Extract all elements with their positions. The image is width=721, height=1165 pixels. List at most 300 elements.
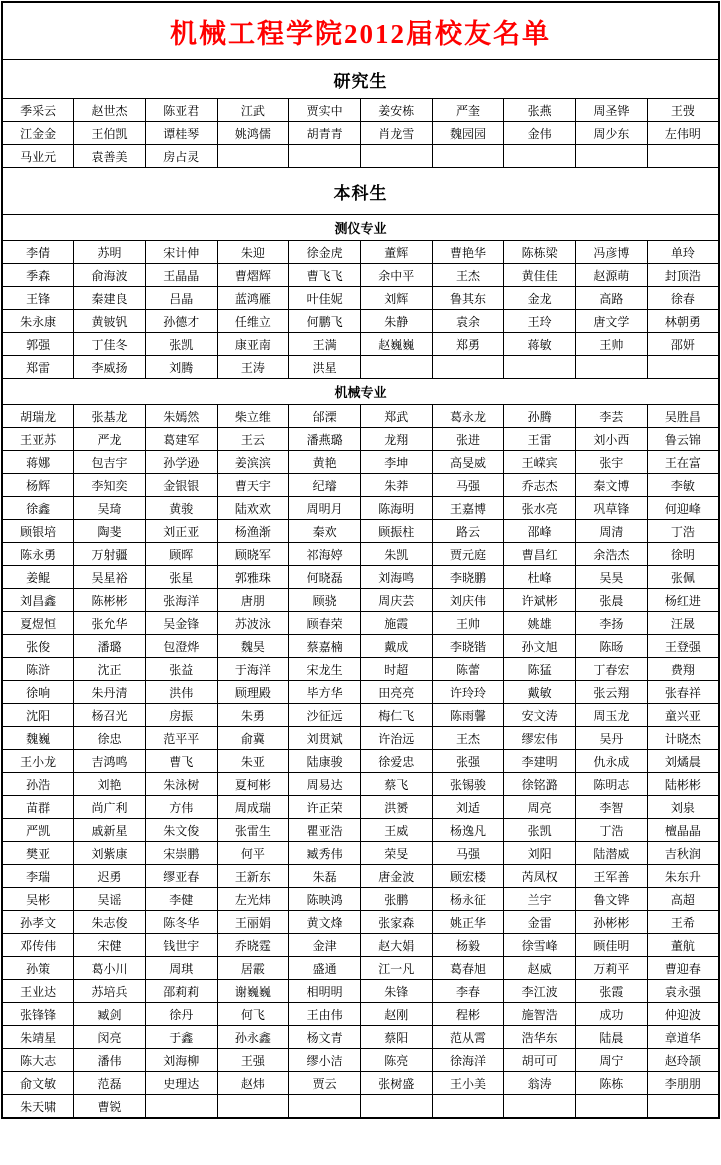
name-cell: 王晶晶 [145, 264, 217, 287]
name-cell: 费翔 [647, 658, 719, 681]
name-cell: 沙征远 [289, 704, 361, 727]
name-cell: 朱静 [360, 310, 432, 333]
name-cell: 张佩 [647, 566, 719, 589]
name-cell: 李敏 [647, 474, 719, 497]
name-cell: 赵巍巍 [360, 333, 432, 356]
name-cell: 袁善美 [74, 145, 146, 168]
name-cell: 孙学逊 [145, 451, 217, 474]
name-cell: 赵刚 [360, 1003, 432, 1026]
name-cell: 李芸 [576, 405, 648, 428]
empty-cell [289, 1095, 361, 1119]
name-cell: 胡青青 [289, 122, 361, 145]
name-cell: 袁永强 [647, 980, 719, 1003]
name-cell: 金津 [289, 934, 361, 957]
empty-cell [576, 145, 648, 168]
name-cell: 左伟明 [647, 122, 719, 145]
name-cell: 邵峰 [504, 520, 576, 543]
name-cell: 陈猛 [504, 658, 576, 681]
section-header: 测仪专业 [2, 215, 719, 241]
name-cell: 张雷生 [217, 819, 289, 842]
name-cell: 陈彬彬 [74, 589, 146, 612]
name-cell: 杨永征 [432, 888, 504, 911]
name-cell: 陈永勇 [2, 543, 74, 566]
name-cell: 陈映鸿 [289, 888, 361, 911]
name-cell: 王登强 [647, 635, 719, 658]
name-cell: 唐金波 [360, 865, 432, 888]
name-cell: 王军善 [576, 865, 648, 888]
name-cell: 吴胜昌 [647, 405, 719, 428]
name-cell: 秦欢 [289, 520, 361, 543]
name-cell: 姚鸿儒 [217, 122, 289, 145]
name-cell: 王满 [289, 333, 361, 356]
name-cell: 范从霄 [432, 1026, 504, 1049]
name-cell: 陈亚君 [145, 99, 217, 122]
name-cell: 孙德才 [145, 310, 217, 333]
name-cell: 朱迎 [217, 241, 289, 264]
name-cell: 王小龙 [2, 750, 74, 773]
name-cell: 郑雷 [2, 356, 74, 379]
name-cell: 马强 [432, 474, 504, 497]
name-cell: 张鹏 [360, 888, 432, 911]
table-row [2, 865, 719, 888]
name-cell: 丁浩 [576, 819, 648, 842]
name-cell: 单玲 [647, 241, 719, 264]
name-cell: 包吉宇 [74, 451, 146, 474]
table-row [2, 99, 719, 122]
name-cell: 郭强 [2, 333, 74, 356]
name-cell: 潘伟 [74, 1049, 146, 1072]
name-cell: 李朋朋 [647, 1072, 719, 1095]
name-cell: 徐忠 [74, 727, 146, 750]
name-cell: 盛通 [289, 957, 361, 980]
name-cell: 冯彦博 [576, 241, 648, 264]
name-cell: 李春 [432, 980, 504, 1003]
name-cell: 李健 [145, 888, 217, 911]
name-cell: 陈雨馨 [432, 704, 504, 727]
alumni-table [1, 1, 720, 1119]
name-cell: 徐爱忠 [360, 750, 432, 773]
name-cell: 张晨 [576, 589, 648, 612]
empty-cell [145, 1095, 217, 1119]
name-cell: 葛永龙 [432, 405, 504, 428]
name-cell: 金银银 [145, 474, 217, 497]
name-cell: 王业达 [2, 980, 74, 1003]
table-row [2, 681, 719, 704]
name-cell: 顾晓军 [217, 543, 289, 566]
name-cell: 夏柯彬 [217, 773, 289, 796]
name-cell: 朱天啸 [2, 1095, 74, 1119]
name-cell: 谢巍巍 [217, 980, 289, 1003]
empty-cell [647, 356, 719, 379]
name-cell: 宋健 [74, 934, 146, 957]
name-cell: 葛建军 [145, 428, 217, 451]
name-cell: 徐鑫 [2, 497, 74, 520]
name-cell: 鲁文铧 [576, 888, 648, 911]
empty-cell [504, 356, 576, 379]
name-cell: 曹飞 [145, 750, 217, 773]
empty-cell [647, 145, 719, 168]
name-cell: 丁浩 [647, 520, 719, 543]
name-cell: 周明月 [289, 497, 361, 520]
name-cell: 徐春 [647, 287, 719, 310]
name-cell: 朱凯 [360, 543, 432, 566]
table-row [2, 333, 719, 356]
name-cell: 王小美 [432, 1072, 504, 1095]
name-cell: 苏波泳 [217, 612, 289, 635]
name-cell: 周少东 [576, 122, 648, 145]
table-row [2, 264, 719, 287]
table-row [2, 356, 719, 379]
name-cell: 王在富 [647, 451, 719, 474]
name-cell: 曹艳华 [432, 241, 504, 264]
name-cell: 臧秀伟 [289, 842, 361, 865]
name-cell: 赵威 [504, 957, 576, 980]
name-cell: 浩华东 [504, 1026, 576, 1049]
name-cell: 陈大志 [2, 1049, 74, 1072]
name-cell: 仲迎波 [647, 1003, 719, 1026]
name-cell: 张凯 [145, 333, 217, 356]
name-cell: 田亮亮 [360, 681, 432, 704]
name-cell: 丁春宏 [576, 658, 648, 681]
name-cell: 徐金虎 [289, 241, 361, 264]
table-row [2, 1049, 719, 1072]
name-cell: 俞海波 [74, 264, 146, 287]
table-row [2, 1003, 719, 1026]
name-cell: 李建明 [504, 750, 576, 773]
name-cell: 刘辉 [360, 287, 432, 310]
name-cell: 王涛 [217, 356, 289, 379]
table-row [2, 750, 719, 773]
name-cell: 巩草锋 [576, 497, 648, 520]
name-cell: 唐朋 [217, 589, 289, 612]
name-cell: 江武 [217, 99, 289, 122]
name-cell: 范平平 [145, 727, 217, 750]
name-cell: 唐文学 [576, 310, 648, 333]
name-cell: 李扬 [576, 612, 648, 635]
name-cell: 杨红进 [647, 589, 719, 612]
name-cell: 张水亮 [504, 497, 576, 520]
name-cell: 严龙 [74, 428, 146, 451]
name-cell: 王帅 [432, 612, 504, 635]
name-cell: 潘燕璐 [289, 428, 361, 451]
name-cell: 王嵘宾 [504, 451, 576, 474]
table-row [2, 773, 719, 796]
name-cell: 吴金锋 [145, 612, 217, 635]
name-cell: 魏昊 [217, 635, 289, 658]
name-cell: 邓传伟 [2, 934, 74, 957]
name-cell: 徐明 [647, 543, 719, 566]
name-cell: 董辉 [360, 241, 432, 264]
name-cell: 乔志杰 [504, 474, 576, 497]
name-cell: 赵源萌 [576, 264, 648, 287]
table-row [2, 287, 719, 310]
name-cell: 黄铍钒 [74, 310, 146, 333]
name-cell: 金雷 [504, 911, 576, 934]
name-cell: 陆康骏 [289, 750, 361, 773]
name-cell: 蔡嘉楠 [289, 635, 361, 658]
name-cell: 张海洋 [145, 589, 217, 612]
name-cell: 陈栋 [576, 1072, 648, 1095]
name-cell: 姜滨滨 [217, 451, 289, 474]
name-cell: 刘海柳 [145, 1049, 217, 1072]
table-row [2, 819, 719, 842]
name-cell: 仇永成 [576, 750, 648, 773]
name-cell: 包澄烨 [145, 635, 217, 658]
name-cell: 朱锋 [360, 980, 432, 1003]
name-cell: 戴成 [360, 635, 432, 658]
name-cell: 孙永鑫 [217, 1026, 289, 1049]
name-cell: 徐雪峰 [504, 934, 576, 957]
name-cell: 于海洋 [217, 658, 289, 681]
name-cell: 金龙 [504, 287, 576, 310]
name-cell: 顾晖 [145, 543, 217, 566]
name-cell: 蔡阳 [360, 1026, 432, 1049]
name-cell: 余浩杰 [576, 543, 648, 566]
page-title: 机械工程学院2012届校友名单 [2, 2, 719, 60]
name-cell: 宋计伸 [145, 241, 217, 264]
table-row [2, 635, 719, 658]
section-header: 本科生 [2, 168, 719, 215]
name-cell: 吴星裕 [74, 566, 146, 589]
name-cell: 俞冀 [217, 727, 289, 750]
name-cell: 曹熠辉 [217, 264, 289, 287]
name-cell: 秦建良 [74, 287, 146, 310]
name-cell: 杨逸凡 [432, 819, 504, 842]
section-header-row [2, 60, 719, 99]
name-cell: 黄佳佳 [504, 264, 576, 287]
name-cell: 顾宏楼 [432, 865, 504, 888]
name-cell: 李倩 [2, 241, 74, 264]
name-cell: 张星 [145, 566, 217, 589]
name-cell: 王希 [647, 911, 719, 934]
name-cell: 肖龙雪 [360, 122, 432, 145]
name-cell: 李威扬 [74, 356, 146, 379]
name-cell: 张基龙 [74, 405, 146, 428]
name-cell: 刘海鸣 [360, 566, 432, 589]
name-cell: 黄骏 [145, 497, 217, 520]
name-cell: 江金金 [2, 122, 74, 145]
name-cell: 鲁云锦 [647, 428, 719, 451]
table-row [2, 451, 719, 474]
name-cell: 钱世宇 [145, 934, 217, 957]
name-cell: 康亚南 [217, 333, 289, 356]
title-row [2, 2, 719, 60]
name-cell: 兰宇 [504, 888, 576, 911]
name-cell: 朱文俊 [145, 819, 217, 842]
name-cell: 王雷 [504, 428, 576, 451]
name-cell: 吴丹 [576, 727, 648, 750]
name-cell: 王丽娟 [217, 911, 289, 934]
name-cell: 王强 [217, 1049, 289, 1072]
name-cell: 陈亮 [360, 1049, 432, 1072]
name-cell: 梅仁飞 [360, 704, 432, 727]
name-cell: 孙彬彬 [576, 911, 648, 934]
table-row [2, 1072, 719, 1095]
name-cell: 洪伟 [145, 681, 217, 704]
name-cell: 李智 [576, 796, 648, 819]
name-cell: 葛春旭 [432, 957, 504, 980]
name-cell: 王杰 [432, 264, 504, 287]
name-cell: 周清 [576, 520, 648, 543]
table-row [2, 520, 719, 543]
name-cell: 江一凡 [360, 957, 432, 980]
name-cell: 曹天宇 [217, 474, 289, 497]
name-cell: 陈蕾 [432, 658, 504, 681]
name-cell: 章道华 [647, 1026, 719, 1049]
empty-cell [432, 145, 504, 168]
name-cell: 刘紫康 [74, 842, 146, 865]
name-cell: 赵大娟 [360, 934, 432, 957]
name-cell: 尚广利 [74, 796, 146, 819]
table-row [2, 566, 719, 589]
table-row [2, 122, 719, 145]
name-cell: 王威 [360, 819, 432, 842]
empty-cell [432, 356, 504, 379]
name-cell: 刘正亚 [145, 520, 217, 543]
table-row [2, 980, 719, 1003]
name-cell: 周玉龙 [576, 704, 648, 727]
name-cell: 王新东 [217, 865, 289, 888]
name-cell: 陆彬彬 [647, 773, 719, 796]
name-cell: 张锡骏 [432, 773, 504, 796]
name-cell: 缪亚春 [145, 865, 217, 888]
name-cell: 蒋敏 [504, 333, 576, 356]
name-cell: 乔晓霆 [217, 934, 289, 957]
name-cell: 刘庆伟 [432, 589, 504, 612]
name-cell: 瞿亚浩 [289, 819, 361, 842]
name-cell: 季采云 [2, 99, 74, 122]
subsection-header-row [2, 215, 719, 241]
name-cell: 蒋娜 [2, 451, 74, 474]
name-cell: 许正荣 [289, 796, 361, 819]
name-cell: 李知奕 [74, 474, 146, 497]
name-cell: 高旻威 [432, 451, 504, 474]
name-cell: 赵玲颉 [647, 1049, 719, 1072]
name-cell: 曹迎春 [647, 957, 719, 980]
empty-cell [504, 1095, 576, 1119]
name-cell: 许治远 [360, 727, 432, 750]
name-cell: 芮凤权 [504, 865, 576, 888]
name-cell: 王伯凯 [74, 122, 146, 145]
name-cell: 周宁 [576, 1049, 648, 1072]
name-cell: 刘阳 [504, 842, 576, 865]
name-cell: 施智浩 [504, 1003, 576, 1026]
name-cell: 史理达 [145, 1072, 217, 1095]
table-row [2, 911, 719, 934]
name-cell: 马业元 [2, 145, 74, 168]
name-cell: 严凯 [2, 819, 74, 842]
name-cell: 沈阳 [2, 704, 74, 727]
name-cell: 程彬 [432, 1003, 504, 1026]
name-cell: 柴立维 [217, 405, 289, 428]
name-cell: 陈明志 [576, 773, 648, 796]
name-cell: 祁海婷 [289, 543, 361, 566]
name-cell: 徐铭潞 [504, 773, 576, 796]
name-cell: 苏培兵 [74, 980, 146, 1003]
table-row [2, 842, 719, 865]
name-cell: 顾理殿 [217, 681, 289, 704]
name-cell: 朱泳树 [145, 773, 217, 796]
name-cell: 周易达 [289, 773, 361, 796]
table-row [2, 888, 719, 911]
name-cell: 安文涛 [504, 704, 576, 727]
table-row [2, 241, 719, 264]
name-cell: 闵亮 [74, 1026, 146, 1049]
name-cell: 刘适 [432, 796, 504, 819]
name-cell: 蓝鸿雁 [217, 287, 289, 310]
name-cell: 朱莽 [360, 474, 432, 497]
name-cell: 吴琦 [74, 497, 146, 520]
name-cell: 贾元庭 [432, 543, 504, 566]
table-row [2, 612, 719, 635]
name-cell: 葛小川 [74, 957, 146, 980]
name-cell: 缪小洁 [289, 1049, 361, 1072]
name-cell: 陈浒 [2, 658, 74, 681]
name-cell: 高超 [647, 888, 719, 911]
name-cell: 宋崇鹏 [145, 842, 217, 865]
name-cell: 张春祥 [647, 681, 719, 704]
name-cell: 孙腾 [504, 405, 576, 428]
name-cell: 杨渔渐 [217, 520, 289, 543]
name-cell: 宋龙生 [289, 658, 361, 681]
name-cell: 缪宏伟 [504, 727, 576, 750]
name-cell: 郑武 [360, 405, 432, 428]
name-cell: 谭桂琴 [145, 122, 217, 145]
name-cell: 朱永康 [2, 310, 74, 333]
name-cell: 樊亚 [2, 842, 74, 865]
name-cell: 顾振柱 [360, 520, 432, 543]
name-cell: 孙浩 [2, 773, 74, 796]
name-cell: 李晓鹏 [432, 566, 504, 589]
name-cell: 王云 [217, 428, 289, 451]
name-cell: 吉秋润 [647, 842, 719, 865]
name-cell: 吕晶 [145, 287, 217, 310]
name-cell: 张锋锋 [2, 1003, 74, 1026]
name-cell: 张允华 [74, 612, 146, 635]
name-cell: 荣旻 [360, 842, 432, 865]
name-cell: 王嘉博 [432, 497, 504, 520]
subsection-header-row [2, 379, 719, 405]
name-cell: 许斌彬 [504, 589, 576, 612]
name-cell: 邵妍 [647, 333, 719, 356]
table-row [2, 1026, 719, 1049]
table-row [2, 589, 719, 612]
name-cell: 朱志俊 [74, 911, 146, 934]
name-cell: 时超 [360, 658, 432, 681]
name-cell: 陶斐 [74, 520, 146, 543]
name-cell: 李晓锴 [432, 635, 504, 658]
name-cell: 吴谣 [74, 888, 146, 911]
name-cell: 杜峰 [504, 566, 576, 589]
name-cell: 秦文博 [576, 474, 648, 497]
name-cell: 马强 [432, 842, 504, 865]
name-cell: 刘艳 [74, 773, 146, 796]
name-cell: 封顶浩 [647, 264, 719, 287]
name-cell: 何迎峰 [647, 497, 719, 520]
name-cell: 徐响 [2, 681, 74, 704]
name-cell: 朱磊 [289, 865, 361, 888]
name-cell: 姚正华 [432, 911, 504, 934]
name-cell: 李坤 [360, 451, 432, 474]
name-cell: 赵炜 [217, 1072, 289, 1095]
table-row [2, 727, 719, 750]
name-cell: 刘贯斌 [289, 727, 361, 750]
name-cell: 戚新星 [74, 819, 146, 842]
name-cell: 朱亚 [217, 750, 289, 773]
empty-cell [360, 1095, 432, 1119]
name-cell: 张进 [432, 428, 504, 451]
name-cell: 王玲 [504, 310, 576, 333]
